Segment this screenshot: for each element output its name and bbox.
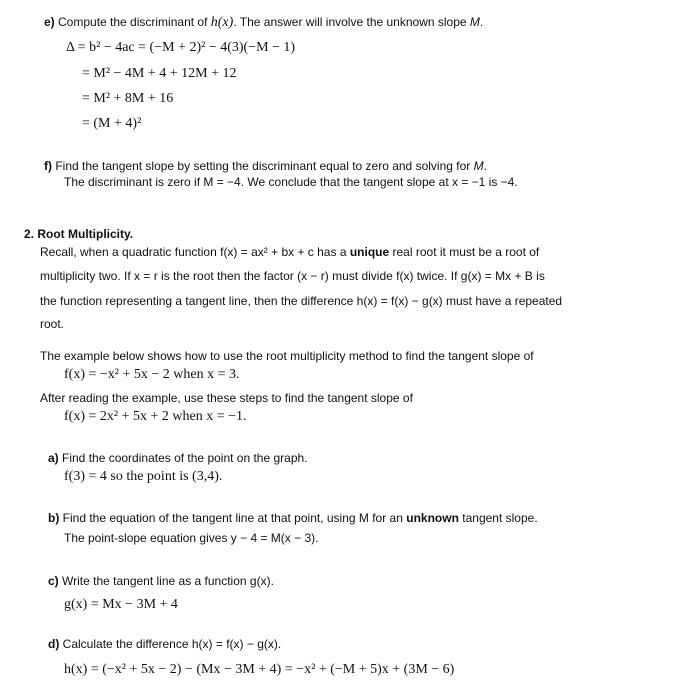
section-2-p1-bold: unique [349,245,390,259]
section-2-p1-b: real root it must be a root of [392,245,540,259]
part-e-text-b: . The answer will involve the unknown slope [233,15,467,29]
part-a-question [48,450,308,466]
exercise-intro: After reading the example, use these steps to find the tangent slope of [40,391,413,405]
section-2-p1-a: Recall, when a quadratic function f(x) = ax² + bx + c has a [40,245,347,259]
part-a-label: a) [48,451,59,465]
part-b-text-a: Find the equation of the tangent line at that point, using M for an [62,511,403,525]
part-b-text-bold: unknown [406,511,459,525]
part-e-text-c: . [479,15,484,29]
part-f-variable: M [473,159,484,173]
part-d-question [48,636,281,652]
part-e-label: e) [44,15,55,29]
part-a-text: Find the coordinates of the point on the graph. [62,451,308,465]
example-function: f(x) = −x² + 5x − 2 when x = 3. [64,367,240,382]
discriminant-equation-2: = M² − 4M + 4 + 12M + 12 [82,66,237,81]
part-b-label: b) [48,511,60,525]
part-d-label: d) [48,637,60,651]
part-c-text: Write the tangent line as a function g(x). [62,574,274,588]
discriminant-equation-4: = (M + 4)² [82,116,142,131]
part-e-variable: M [469,15,480,29]
section-2-title: Root Multiplicity. [37,227,134,241]
part-b-question [48,510,538,526]
part-d-answer: h(x) = (−x² + 5x − 2) − (Mx − 3M + 4) = −x² + (−M + 5)x + (3M − 6) [64,662,455,677]
part-e-question [44,14,483,31]
section-2-paragraph-line-3: the function representing a tangent line, then the difference h(x) = f(x) − g(x) must have a repeated [40,294,563,308]
section-2-number: 2. [24,227,35,241]
section-2-paragraph-line-2: multiplicity two. If x = r is the root then the factor (x − r) must divide f(x) twice. If g(x) = Mx + B is [40,269,545,283]
discriminant-equation-1: Δ = b² − 4ac = (−M + 2)² − 4(3)(−M − 1) [66,40,296,55]
part-d-text: Calculate the difference h(x) = f(x) − g(x). [62,637,282,651]
discriminant-equation-3: = M² + 8M + 16 [82,91,174,106]
part-b-answer: The point-slope equation gives y − 4 = M(x − 3). [64,531,319,545]
part-f-text-c: . [483,159,487,173]
part-f-label: f) [44,159,52,173]
part-f-answer: The discriminant is zero if M = −4. We conclude that the tangent slope at x = −1 is −4. [64,175,518,189]
part-f-question [44,158,487,174]
part-b-text-b: tangent slope. [462,511,538,525]
part-e-function: h(x) [210,15,234,30]
part-c-question [48,573,274,589]
section-2-paragraph-line-4: root. [40,317,65,331]
exercise-function: f(x) = 2x² + 5x + 2 when x = −1. [64,409,247,424]
section-2-heading [24,226,133,242]
section-2-paragraph-line-1 [40,244,539,260]
part-f-text-a: Find the tangent slope by setting the discriminant equal to zero and solving for [55,159,471,173]
example-intro: The example below shows how to use the root multiplicity method to find the tangent slope of [40,349,534,363]
part-e-text-a: Compute the discriminant of [58,15,208,29]
part-a-answer: f(3) = 4 so the point is (3,4). [64,469,223,484]
part-c-answer: g(x) = Mx − 3M + 4 [64,597,178,612]
part-c-label: c) [48,574,59,588]
